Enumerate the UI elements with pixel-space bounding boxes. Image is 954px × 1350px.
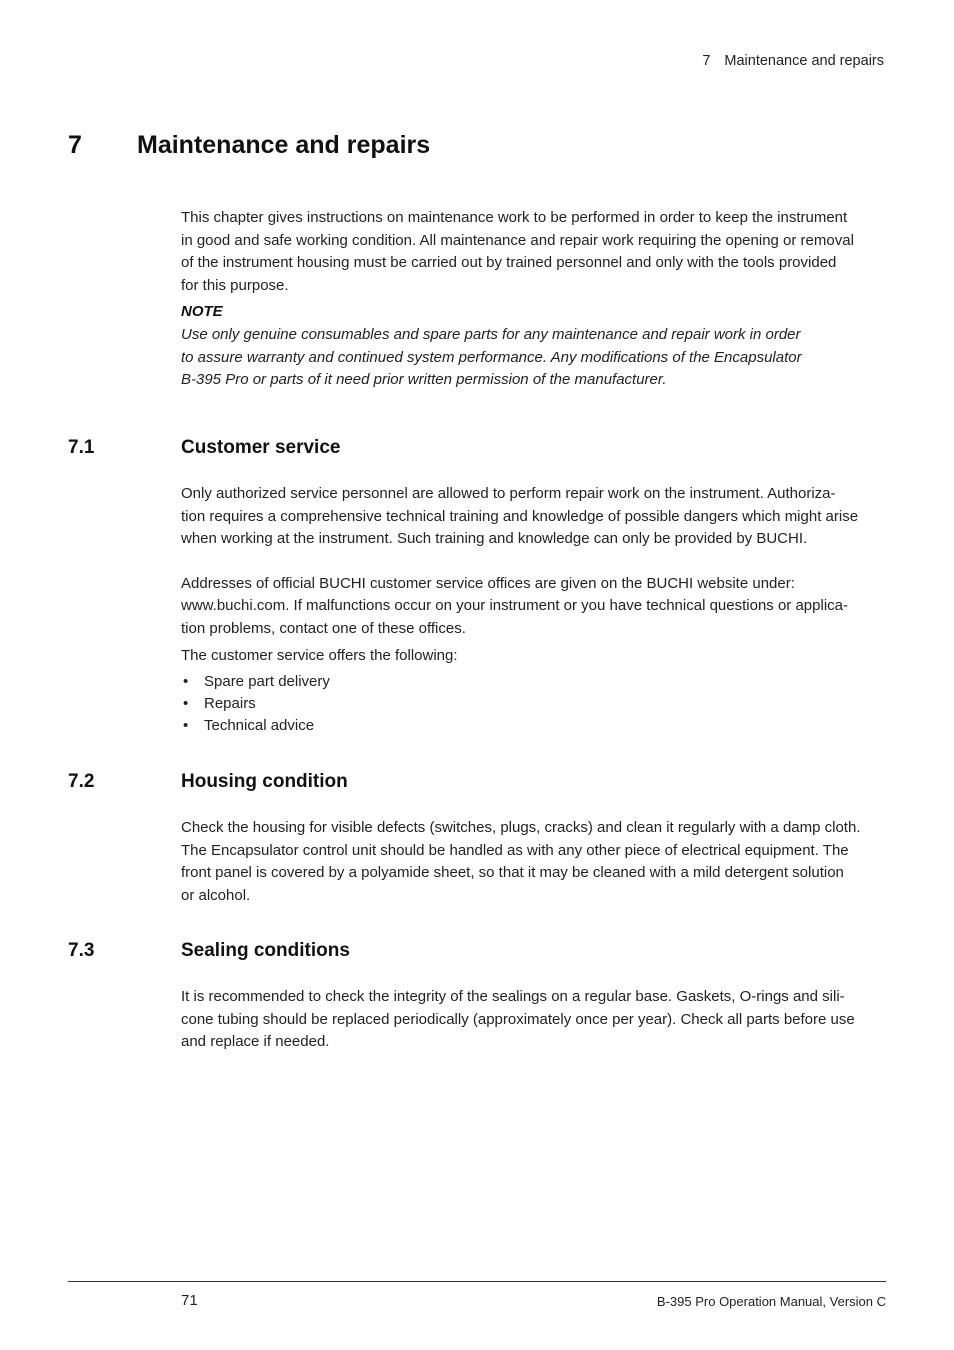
section-heading-sealing-conditions [68, 940, 350, 962]
bullet-icon: • [183, 717, 189, 735]
body-line: tion requires a comprehensive technical training and knowledge of possible dangers which might arise [181, 507, 859, 525]
service-offer-list [181, 671, 887, 737]
section-title: Housing condition [181, 771, 348, 792]
bullet-icon: • [183, 695, 189, 713]
body-line: tion problems, contact one of these offices. [181, 619, 466, 637]
intro-paragraph [181, 207, 887, 297]
body-line: and replace if needed. [181, 1033, 330, 1051]
running-header [702, 53, 884, 69]
intro-line: for this purpose. [181, 276, 289, 294]
list-item [181, 715, 887, 737]
list-intro: The customer service offers the following: [181, 646, 458, 664]
housing-condition-paragraph [181, 817, 887, 907]
footer-document-title: B-395 Pro Operation Manual, Version C [656, 1294, 886, 1309]
chapter-number: 7 [68, 131, 82, 159]
section-number: 7.1 [68, 437, 95, 458]
sealing-conditions-paragraph [181, 986, 887, 1054]
note-text [181, 324, 887, 392]
chapter-title-text: Maintenance and repairs [137, 131, 431, 159]
bullet-icon: • [183, 673, 189, 691]
intro-line: of the instrument housing must be carried out by trained personnel and only with the tools provided [181, 254, 837, 272]
list-item [181, 693, 887, 715]
list-item-text: Spare part delivery [204, 673, 330, 691]
section-heading-housing-condition [68, 771, 348, 793]
body-line: Only authorized service personnel are allowed to perform repair work on the instrument. Authoriza- [181, 485, 836, 502]
body-line: when working at the instrument. Such training and knowledge can only be provided by BUCHI. [181, 530, 808, 548]
section-number: 7.2 [68, 771, 95, 792]
body-line: It is recommended to check the integrity of the sealings on a regular base. Gaskets, O-rings and sili- [181, 988, 845, 1005]
note-label-text: NOTE [181, 303, 223, 321]
body-line: Addresses of official BUCHI customer service offices are given on the BUCHI website under: [181, 574, 795, 592]
body-line: Check the housing for visible defects (switches, plugs, cracks) and clean it regularly with a damp cloth. [181, 819, 861, 836]
running-header-chapter-title: Maintenance and repairs [724, 53, 884, 69]
section-heading-customer-service [68, 437, 340, 459]
body-line: cone tubing should be replaced periodically (approximately once per year). Check all parts before use [181, 1010, 855, 1028]
customer-service-paragraph [181, 483, 887, 551]
note-line: to assure warranty and continued system performance. Any modifications of the Encapsulator [181, 348, 802, 366]
body-line: www.buchi.com. If malfunctions occur on your instrument or you have technical questions or applica- [181, 597, 848, 615]
section-body-sealing-conditions [181, 986, 887, 1054]
body-line: The Encapsulator control unit should be handled as with any other piece of electrical equipment. The [181, 841, 849, 859]
customer-service-addresses-paragraph [181, 573, 887, 641]
section-body-housing-condition [181, 817, 887, 907]
chapter-title [68, 131, 430, 160]
running-header-chapter-number: 7 [702, 53, 711, 69]
list-item-text: Repairs [204, 695, 256, 713]
body-line: or alcohol. [181, 886, 251, 904]
intro-line: in good and safe working condition. All maintenance and repair work requiring the opening or removal [181, 231, 854, 249]
page-number: 71 [181, 1292, 198, 1309]
section-title: Customer service [181, 437, 341, 458]
note-label [181, 301, 887, 324]
footer-divider [68, 1281, 886, 1282]
section-number: 7.3 [68, 940, 95, 961]
note-line: B-395 Pro or parts of it need prior written permission of the manufacturer. [181, 371, 667, 389]
section-body-customer-service [181, 483, 887, 737]
chapter-intro [181, 207, 887, 392]
body-line: front panel is covered by a polyamide sheet, so that it may be cleaned with a mild detergent solution [181, 864, 844, 882]
section-title: Sealing conditions [181, 940, 350, 961]
list-item [181, 671, 887, 693]
note-line: Use only genuine consumables and spare parts for any maintenance and repair work in order [181, 325, 801, 343]
intro-line: This chapter gives instructions on maintenance work to be performed in order to keep the instrument [181, 209, 848, 226]
list-item-text: Technical advice [204, 717, 315, 735]
